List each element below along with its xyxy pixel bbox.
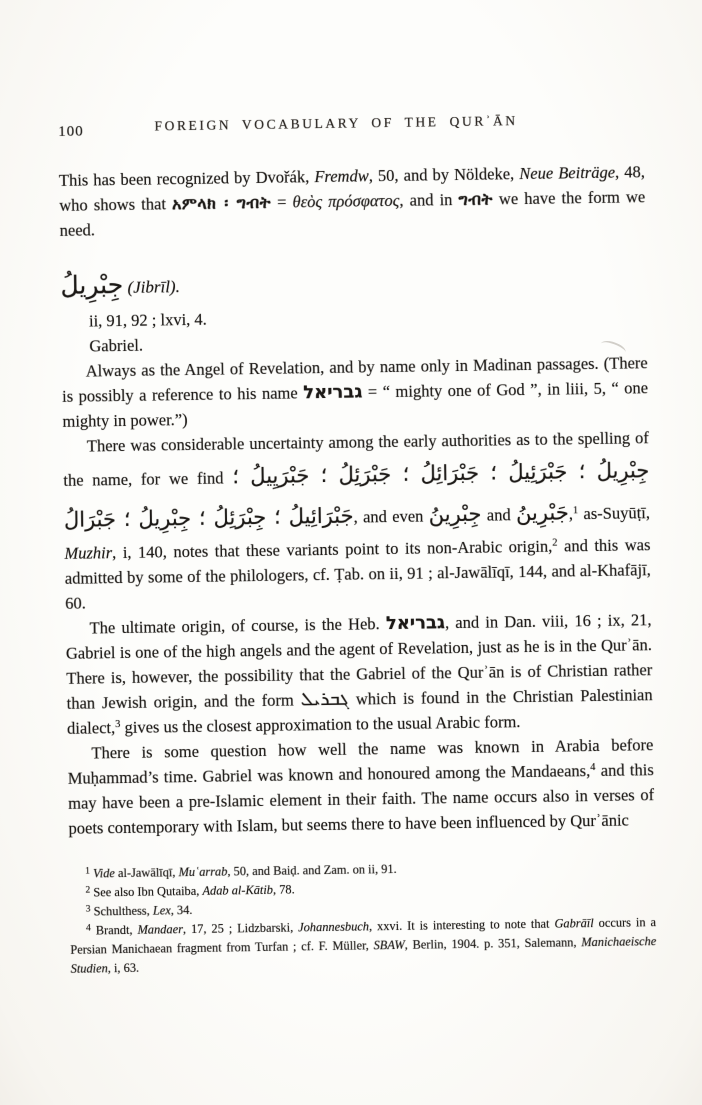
hebrew-name-gabriel: גבריאל [303, 381, 363, 404]
intro-paragraph: This has been recognized by Dvořák, Fremdw, 50, and by Nöldeke, Neue Beiträge, 48, who shows that አምላክ ፡ ግብት = θεὸς πρόσφατος, and in ግብት we have the form we need. [58, 162, 646, 240]
italic-title-sbaw: SBAW [373, 937, 405, 953]
footnote-reference-2: 2 [552, 537, 558, 549]
footnote-reference-1: 1 [572, 505, 579, 517]
paragraph-ultimate-origin: The ultimate origin, of course, is the Heb. גבריאל, and in Dan. viii, 16 ; ix, 21, Gabriel is one of the high angels and the agent of Revelation, just as he is in the Qurʾān. There is, however, the possibility that the Gabriel of the Qurʾān is of Christian rather than Jewish origin, and the form ܓܒܪܝܠ which is found in the Christian Palestinian dialect,$^3$ gives us the closest approximation to the usual Arabic form. [65, 610, 653, 738]
running-header [58, 111, 644, 142]
footnote-1: $^1$ Vide al-Jawālīqī, Muʿarrab, 50, and Baiḍ. and Zam. on ii, 91. [85, 861, 397, 881]
paragraph-known-in-arabia: There is some question how well the name was known in Arabia before Muḥammad’s time. Gabriel was known and honoured among the Mandaeans,$^4$ and this may have been a pre-Islamic element in their faith. The name occurs also in verses of poets contemporary with Islam, but seems there to have been influenced by Qurʾānic [67, 735, 655, 838]
footnote-3: $^3$ Schulthess, Lex, 34. [85, 902, 193, 919]
footnote-number: 3 [85, 904, 91, 915]
footnote-reference-4: 4 [590, 761, 596, 773]
footnote-number: 2 [85, 885, 91, 896]
entry-gloss: Gabriel. [89, 335, 144, 356]
greek-phrase: θεὸς πρόσφατος [292, 190, 400, 212]
hebrew-name-gabriel: גבריאל [385, 612, 446, 634]
italic-title-mandaer: Mandaer [137, 922, 184, 937]
italic-title-lex: Lex [152, 903, 171, 918]
footnote-reference-3: 3 [115, 718, 121, 731]
italic-title-muzhir: Muzhir [64, 543, 113, 563]
page-number: 100 [58, 123, 84, 140]
entry-verse-references: ii, 91, 92 ; lxvi, 4. [88, 309, 207, 331]
entry-headword [60, 264, 646, 301]
footnote-number: 4 [85, 923, 91, 934]
running-title: FOREIGN VOCABULARY OF THE QURʾĀN [154, 113, 518, 134]
arabic-variant-list: جِبْرِيلُ ؛ جَبْرَئِيلُ ؛ جَبْرَائِلُ ؛ جَبْرَئِلُ ؛ جَبْرَيِيلُ ؛ جَبْرَائِيلُ ؛ جِبْرَئِلُ ؛ جِبْرِيلُ ؛ جَبْرَالُ [63, 458, 650, 532]
paragraph-spelling-variants: There was considerable uncertainty among the early authorities as to the spelling of the name, for we find جِبْرِيلُ ؛ جَبْرَئِيلُ ؛ جَبْرَائِلُ ؛ جَبْرَئِلُ ؛ جَبْرَيِيلُ ؛ جَبْرَائِيلُ ؛ جِبْرَئِلُ ؛ جِبْرِيلُ ؛ جَبْرَالُ, and even جِبْرِينُ and جَبْرِينُ,$^1$ as-Suyūṭī, Muzhir, i, 140, notes that these variants point to its non-Arabic origin,$^2$ and this was admitted by some of the philologers, cf. Ṭab. on ii, 91 ; al-Jawālīqī, 144, and al-Khafājī, 60. [63, 428, 651, 613]
footnote-2: $^2$ See also Ibn Qutaiba, Adab al-Kātib, 78. [85, 882, 295, 900]
italic-title-muarrab: Muʿarrab [178, 864, 228, 880]
page-content [58, 111, 657, 978]
syriac-form-gabriel: ܓܒܪܝܠ [300, 687, 350, 711]
italic-title-manichaeische-studien: Manichaeische Studien [70, 934, 657, 976]
italic-gabrail: Gabrāīl [554, 915, 594, 931]
ethiopic-word: ግብት [458, 189, 493, 209]
italic-title-johannesbuch: Johannesbuch [298, 919, 370, 935]
italic-title-neue-beitrage: Neue Beiträge [519, 162, 616, 184]
footnote-number: 1 [85, 866, 91, 877]
entry-headword-transliteration: (Jibrīl). [123, 277, 181, 297]
paragraph-angel-of-revelation: Always as the Angel of Revelation, and by name only in Madinan passages. (There is possibly a reference to his name גבריאל = “ mighty one of God ”, in liii, 5, “ one mighty in power.”) [61, 353, 649, 431]
footnotes-section [69, 856, 657, 979]
arabic-variant-jabrin: جَبْرِينُ [515, 500, 569, 526]
footnote-4: $^4$ Brandt, Mandaer, 17, 25 ; Lidzbarski, Johannesbuch, xxvi. It is interesting to note that Gabrāīl occurs in a Persian Manichaean fragment from Turfan ; cf. F. Müller, SBAW, Berlin, 1904. p. 351, Salemann, Manichaeische Studien, i, 63. [70, 915, 657, 976]
ethiopic-phrase: አምላክ ፡ ግብት [171, 192, 272, 214]
arabic-variant-jibrin: جِبْرِينُ [428, 501, 482, 527]
entry-headword-arabic: جِبْرِيلُ [60, 269, 124, 300]
italic-title-fremdw: Fremdw [314, 166, 369, 187]
italic-title-adab-al-katib: Adab al-Kātib [202, 882, 274, 898]
